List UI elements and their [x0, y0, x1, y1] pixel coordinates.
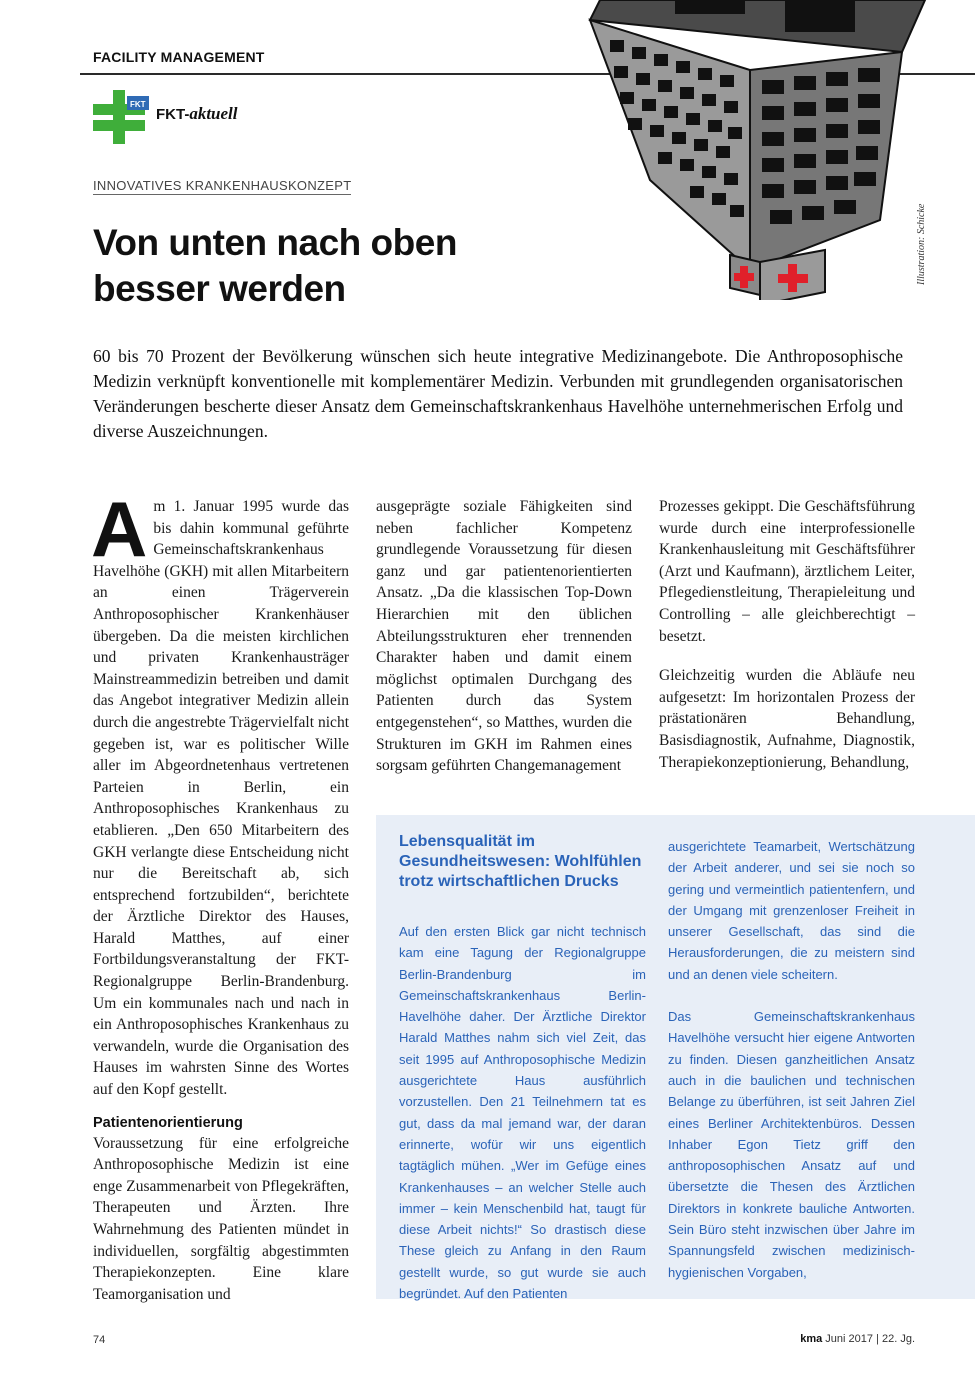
article-subhead: Patientenorientierung: [93, 1114, 243, 1131]
article-column-3: [659, 496, 915, 773]
article-column-2: [376, 496, 632, 777]
magazine-name: kma: [800, 1333, 823, 1345]
sidebar-box-column-1: Auf den ersten Blick gar nicht technisch kam eine Tagung der Regionalgruppe Berlin-Brandenburg im Gemeinschaftskrankenhaus Berlin-Havelhöhe daher. Der Ärztliche Direktor Harald Matthes nahm sich viel Zeit, das seit 1995 auf Anthroposophische Medizin ausgerichtete Haus ausführlich vorzustellen. Den 21 Teilnehmern tat es gut, dass da mal jemand war, der daran erinnerte, wofür wir uns eigentlich tagtäglich mühen. „Wer im Gefüge eines Krankenhauses – an welcher Stelle auch immer – kein Menschenbild hat, taugt für diese Arbeit nichts!“ So drastisch diese These gleich zu Anfang in den Raum gestellt wurde, so gut wurde sie auch begründet. Auf den Patienten: [399, 924, 646, 1302]
article-paragraph: Voraussetzung für eine erfolgreiche Anthroposophische Medizin ist eine enge Zusammenarbeit von Pflegekräften, Therapeuten und Ärzten. Ihre Wahrnehmung des Patienten mündet in individuellen, sorgfältig abgestimmten Therapiekonzepten. Eine klare Teamorganisation und: [93, 1134, 349, 1303]
article-paragraph: Prozesses gekippt. Die Geschäftsführung wurde durch eine interprofessionelle Krankenhausleitung mit Geschäftsführer (Arzt und Kaufmann), ärztlichem Leiter, Pflegedienstleitung, Therapieleitung und Controlling – alle gleichberechtigt – besetzt.: [659, 498, 915, 645]
article-column-1: [91, 485, 349, 1305]
article-intro: 60 bis 70 Prozent der Bevölkerung wünschen sich heute integrative Medizinangebote. Die Anthroposophische Medizin verknüpft konventionelle mit komplementärer Medizin. Verbunden mit grundlegenden organisatorischen Veränderungen bescherte dieser Ansatz dem Gemeinschaftskrankenhaus Havelhöhe unternehmerischen Erfolg und diverse Auszeichnungen.: [93, 346, 903, 441]
article-kicker: INNOVATIVES KRANKENHAUSKONZEPT: [93, 178, 352, 193]
fkt-brand-italic: aktuell: [189, 104, 238, 123]
sidebar-box-title: Lebensqualität im Gesundheitswesen: Wohlfühlen trotz wirtschaftlichen Drucks: [399, 833, 642, 890]
section-label: FACILITY MANAGEMENT: [93, 49, 265, 65]
sidebar-paragraph: Das Gemeinschaftskrankenhaus Havelhöhe versucht hier eigene Antworten zu finden. Diesen ganzheitlichen Ansatz auch in die baulichen und technischen Belange zu überführen, ist seit Jahren Ziel eines Berliner Architektenbüros. Dessen Inhaber Egon Tietz griff den anthroposophischen Ansatz auf und übersetzte die Thesen des Ärztlichen Direktors in konkrete bauliche Antworten. Sein Büro steht inzwischen über Jahre im Spannungsfeld zwischen medizinisch-hygienischen Vorgaben,: [668, 1009, 915, 1280]
dropcap: A: [91, 485, 148, 573]
illustration-credit: Illustration: Schicke: [916, 203, 927, 285]
headline-line-1: Von unten nach oben: [93, 222, 457, 263]
footer-issue: [800, 1333, 915, 1345]
article-paragraph: ausgeprägte soziale Fähigkeiten sind neben fachlicher Kompetenz grundlegende Voraussetzung für diesen ganz und gar patientenorientierten Ansatz. „Da die klassischen Top-Down Hierarchien mit den üblichen Abteilungsstrukturen eher trennenden Charakter haben und damit einem möglichst optimalen Durchgang des Patienten durch das System entgegenstehen“, so Matthes, wurden die Strukturen im GKH im Rahmen eines sorgsam geführten Changemanagement: [376, 498, 632, 775]
fkt-logo-icon: [93, 90, 155, 144]
headline-line-2: besser werden: [93, 268, 346, 309]
article-paragraph: Gleichzeitig wurden die Abläufe neu aufgesetzt: Im horizontalen Prozess der prästationären Behandlung, Basisdiagnostik, Aufnahme, Diagnostik, Therapiekonzeptionierung, Behandlung,: [659, 667, 915, 771]
article-paragraph: Am 1. Januar 1995 wurde das bis dahin kommunal geführte Gemeinschaftskrankenhaus Havelhöhe (GKH) mit allen Mitarbeitern an einen Trägerverein Anthroposophischer Krankenhäuser übergeben. Da die meisten kirchlichen und privaten Krankenhausträger Mainstreammedizin betreiben und damit das Angebot integrativer Medizin allein durch die angestrebte Trägervielfalt nicht gegeben ist, war es politischer Wille aller im Abgeordnetenhaus vertretenen Parteien in Berlin, ein Anthroposophisches Krankenhaus zu etablieren. „Den 650 Mitarbeitern des GKH verlangte diese Entscheidung nicht nur die Bereitschaft ab, sich entsprechend fortzubilden“, berichtete der Ärztliche Direktor des Hauses, Harald Matthes, auf einer Fortbildungsveranstaltung der FKT-Regionalgruppe Berlin-Brandenburg. Um ein kommunales nach und nach in ein Anthroposophisches Krankenhaus zu verwandeln, wurde die Organisation des Hauses im wahrsten Sinne des Wortes auf den Kopf gestellt.: [91, 485, 349, 1099]
page-number: 74: [93, 1334, 106, 1346]
issue-date: Juni 2017 | 22. Jg.: [825, 1333, 915, 1345]
fkt-logo-text: FKT: [130, 100, 146, 109]
article-headline: [93, 220, 457, 312]
sidebar-paragraph: ausgerichtete Teamarbeit, Wertschätzung der Arbeit anderer, und sei sie noch so gering und vermeintlich patientenfern, und der Umgang mit grenzenloser Freiheit in unserer Gesellschaft, das sind die Herausforderungen, die zu meistern sind und an denen viele scheitern.: [668, 839, 915, 982]
fkt-brand: FKT-aktuell: [156, 104, 238, 123]
hospital-building-illustration: [580, 0, 940, 300]
sidebar-box-column-2: [668, 836, 915, 1283]
